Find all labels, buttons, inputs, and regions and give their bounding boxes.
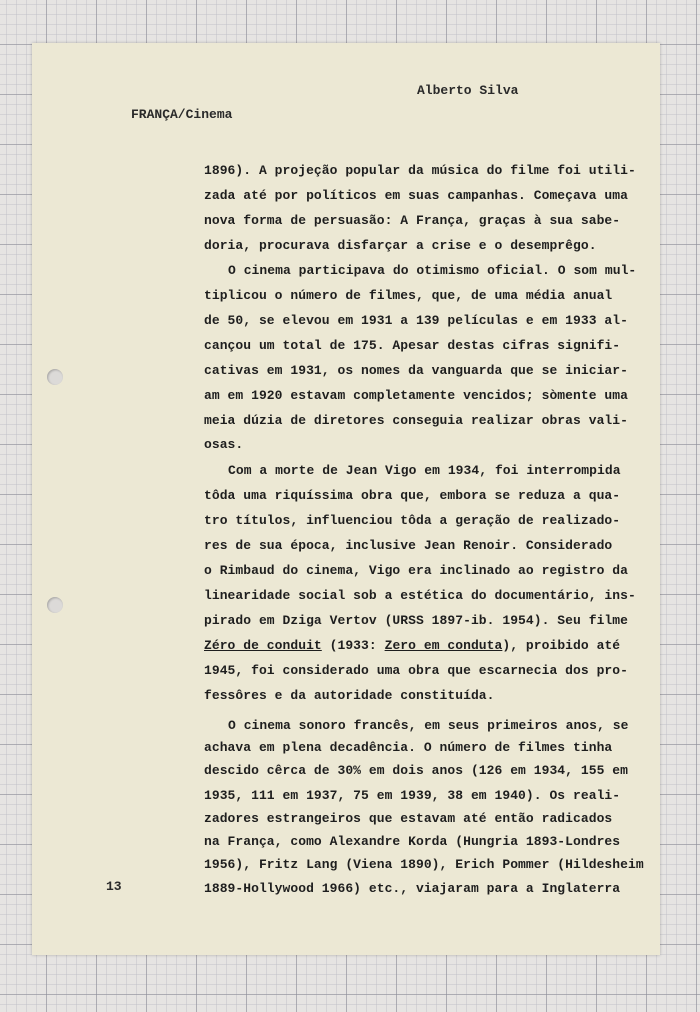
text-fragment: (1933:: [321, 638, 385, 653]
page-number: 13: [106, 879, 122, 894]
text-line: Com a morte de Jean Vigo em 1934, foi interrompida: [228, 463, 621, 478]
film-title-translated: Zero em conduta: [384, 638, 503, 653]
text-line: tro títulos, influenciou tôda a geração de realizado-: [204, 513, 621, 528]
text-line: o Rimbaud do cinema, Vigo era inclinado ao registro da: [204, 563, 628, 578]
text-line: 1935, 111 em 1937, 75 em 1939, 38 em 1940). Os reali-: [204, 788, 621, 803]
author-name: Alberto Silva: [417, 83, 519, 98]
text-line: res de sua época, inclusive Jean Renoir. Considerado: [204, 538, 613, 553]
text-line: pirado em Dziga Vertov (URSS 1897-ib. 1954). Seu filme: [204, 613, 628, 628]
text-line: 1956), Fritz Lang (Viena 1890), Erich Pommer (Hildesheim: [204, 857, 644, 872]
text-line: cançou um total de 175. Apesar destas cifras signifi-: [204, 338, 621, 353]
text-line: am em 1920 estavam completamente vencidos; sòmente uma: [204, 388, 628, 403]
text-line: doria, procurava disfarçar a crise e o desemprêgo.: [204, 238, 597, 253]
section-heading: FRANÇA/Cinema: [131, 107, 233, 122]
text-line: achava em plena decadência. O número de filmes tinha: [204, 740, 613, 755]
text-line: tiplicou o número de filmes, que, de uma média anual: [204, 288, 613, 303]
text-line: de 50, se elevou em 1931 a 139 películas e em 1933 al-: [204, 313, 628, 328]
text-line: zadores estrangeiros que estavam até então radicados: [204, 811, 613, 826]
text-line-film-titles: [204, 638, 620, 654]
text-line: O cinema participava do otimismo oficial. O som mul-: [228, 263, 637, 278]
text-line: nova forma de persuasão: A França, graças à sua sabe-: [204, 213, 621, 228]
text-line: na França, como Alexandre Korda (Hungria 1893-Londres: [204, 834, 621, 849]
text-line: fessôres e da autoridade constituída.: [204, 688, 495, 703]
text-line: 1889-Hollywood 1966) etc., viajaram para a Inglaterra: [204, 881, 621, 896]
text-line: O cinema sonoro francês, em seus primeiros anos, se: [228, 718, 629, 733]
text-line: tôda uma riquíssima obra que, embora se reduza a qua-: [204, 488, 621, 503]
text-line: descido cêrca de 30% em dois anos (126 em 1934, 155 em: [204, 763, 628, 778]
text-line: zada até por políticos em suas campanhas. Começava uma: [204, 188, 628, 203]
film-title-original: Zéro de conduit: [204, 638, 322, 653]
text-line: meia dúzia de diretores conseguia realizar obras vali-: [204, 413, 628, 428]
text-line: 1945, foi considerado uma obra que escarnecia dos pro-: [204, 663, 628, 678]
text-fragment: ), proibido até: [502, 638, 621, 653]
text-line: cativas em 1931, os nomes da vanguarda que se iniciar-: [204, 363, 628, 378]
typewritten-page: [32, 43, 660, 955]
body-text: [32, 43, 660, 955]
text-line: 1896). A projeção popular da música do filme foi utili-: [204, 163, 636, 178]
text-line: linearidade social sob a estética do documentário, ins-: [204, 588, 636, 603]
text-line: osas.: [204, 437, 244, 452]
